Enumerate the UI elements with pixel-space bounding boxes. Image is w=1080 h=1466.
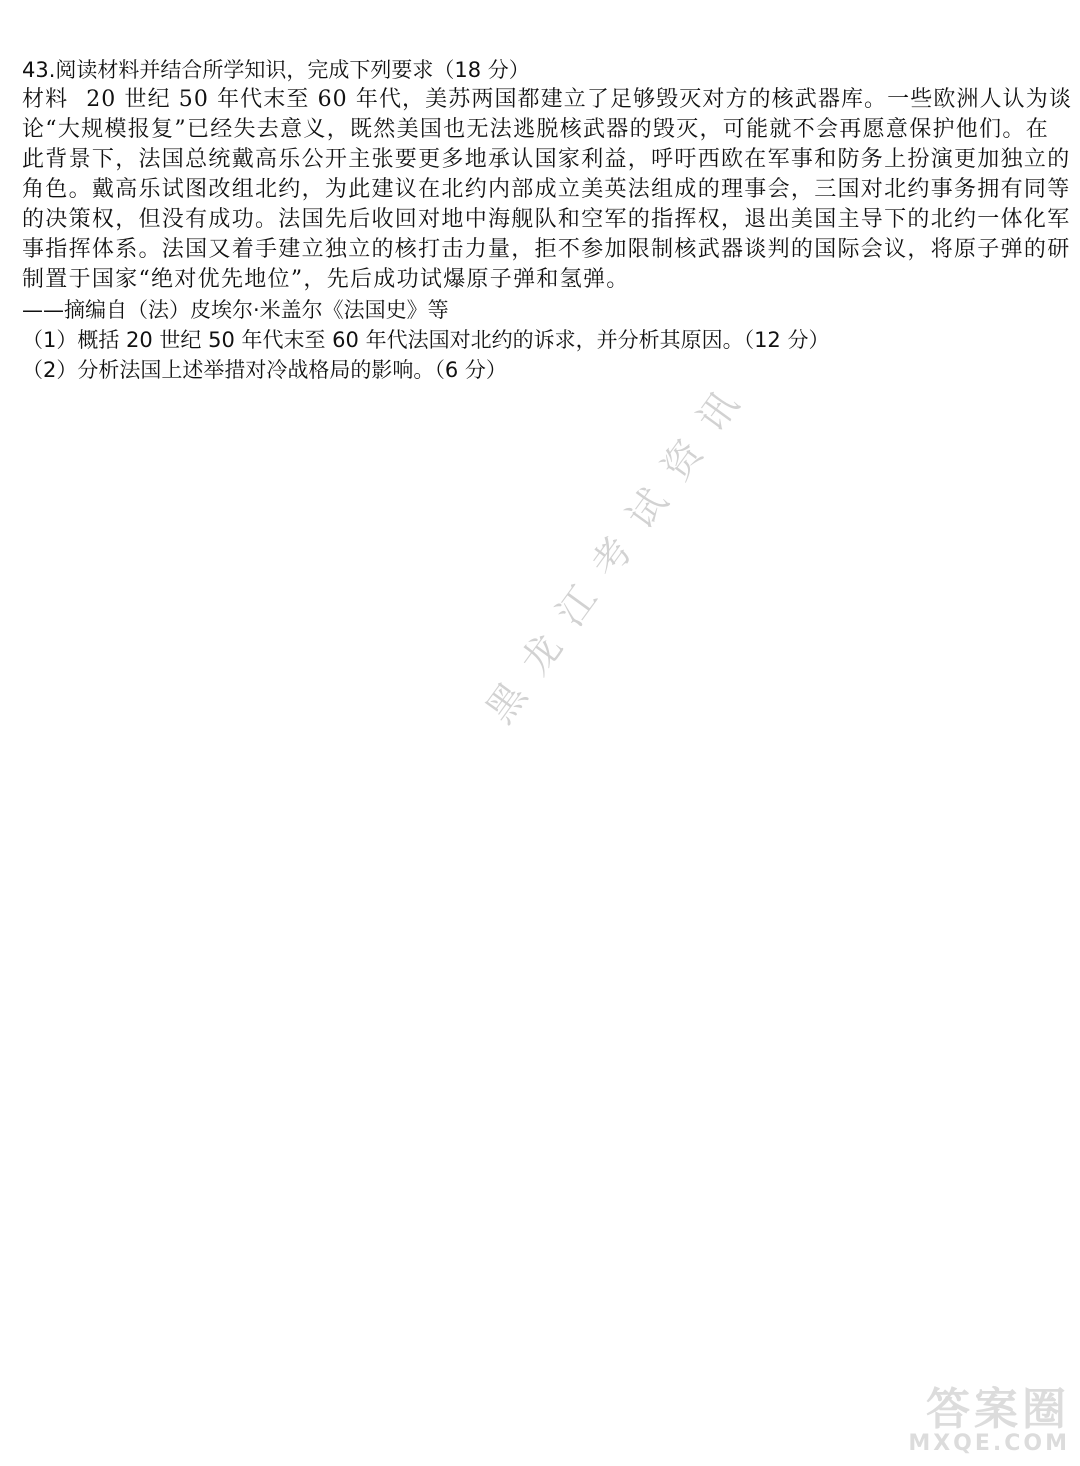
logo-text-top: 答案圈 bbox=[926, 1384, 1070, 1435]
sub-question-1: （1）概括 20 世纪 50 年代末至 60 年代法国对北约的诉求，并分析其原因。（12 分） bbox=[22, 328, 830, 352]
material-line-4: 角色。戴高乐试图改组北约，为此建议在北约内部成立美英法组成的理事会，三国对北约事务拥有同等 bbox=[22, 177, 1071, 202]
material-line-5: 的决策权，但没有成功。法国先后收回对地中海舰队和空军的指挥权，退出美国主导下的北约一体化军 bbox=[22, 207, 1071, 232]
material-line-6: 事指挥体系。法国又着手建立独立的核打击力量，拒不参加限制核武器谈判的国际会议，将原子弹的研 bbox=[22, 237, 1071, 262]
watermark-text: 黑龙江考试资讯 bbox=[477, 365, 760, 732]
material-passage bbox=[22, 85, 1072, 295]
logo-text-bottom: MXQE.COM bbox=[908, 1431, 1070, 1456]
material-line-7: 制置于国家“绝对优先地位”，先后成功试爆原子弹和氢弹。 bbox=[22, 267, 630, 292]
material-source: ——摘编自（法）皮埃尔·米盖尔《法国史》等 bbox=[22, 298, 449, 322]
material-line-3: 此背景下，法国总统戴高乐公开主张要更多地承认国家利益，呼吁西欧在军事和防务上扮演更加独立的 bbox=[22, 147, 1071, 172]
site-logo bbox=[885, 1384, 1070, 1458]
sub-question-2: （2）分析法国上述举措对冷战格局的影响。（6 分） bbox=[22, 358, 507, 382]
question-43 bbox=[22, 55, 1072, 385]
question-title: 43.阅读材料并结合所学知识，完成下列要求（18 分） bbox=[22, 58, 530, 82]
material-label: 材料 bbox=[22, 87, 69, 112]
material-line-2: 论“大规模报复”已经失去意义，既然美国也无法逃脱核武器的毁灭，可能就不会再愿意保护他们。在 bbox=[22, 117, 1049, 142]
material-line-1: 材料 20 世纪 50 年代末至 60 年代，美苏两国都建立了足够毁灭对方的核武器库。一些欧洲人认为谈 bbox=[22, 87, 1072, 112]
